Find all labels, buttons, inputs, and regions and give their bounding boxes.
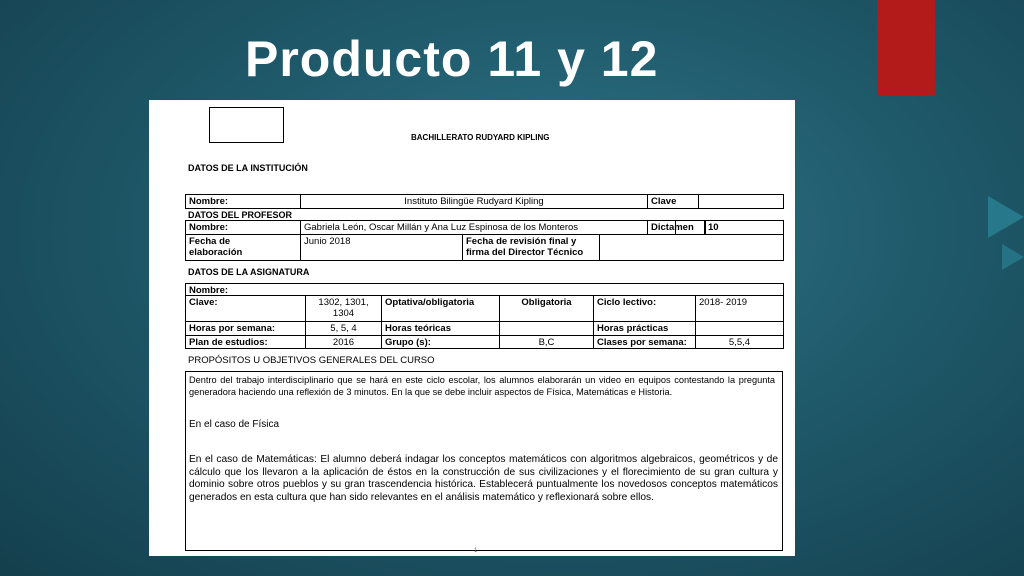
subject-plan-label: Plan de estudios:: [185, 335, 306, 349]
subject-heading: DATOS DE LA ASIGNATURA: [188, 267, 310, 277]
institution-name-value: Instituto Bilingüe Rudyard Kipling: [300, 194, 648, 209]
professor-revision-value: [599, 234, 784, 261]
professor-dictamen-label: Dictamen: [647, 220, 705, 235]
professor-fecha-value: Junio 2018: [300, 234, 463, 261]
accent-bar: [877, 0, 935, 95]
subject-optativa-value: Obligatoria: [499, 295, 594, 322]
subject-horas-label: Horas por semana:: [185, 321, 306, 336]
page-number: 1: [474, 548, 478, 554]
professor-revision-label: [462, 234, 600, 261]
subject-clases-label: Clases por semana:: [593, 335, 696, 349]
professor-dictamen-value: 10: [704, 220, 784, 235]
subject-ciclo-value: 2018- 2019: [695, 295, 784, 322]
subject-plan-value: 2016: [305, 335, 382, 349]
professor-name-value: Gabriela León, Oscar Millán y Ana Luz Espinosa de los Monteros: [300, 220, 676, 235]
professor-revision-label-line1: Fecha de revisión final y: [466, 236, 577, 247]
school-name: BACHILLERATO RUDYARD KIPLING: [411, 133, 550, 142]
subject-optativa-label: Optativa/obligatoria: [381, 295, 500, 322]
subject-teoricas-value: [499, 321, 594, 336]
slide-title: Producto 11 y 12: [245, 31, 659, 87]
subject-clases-value: 5,5,4: [695, 335, 784, 349]
purposes-heading: PROPÓSITOS U OBJETIVOS GENERALES DEL CURSO: [188, 355, 435, 366]
purposes-paragraph-1: Dentro del trabajo interdisciplinario que se hará en este ciclo escolar, los alumnos elaborarán un video en equipos contestando la pregunta generadora haciendo una reflexión de 3 minutos. En la que se debe incluir aspectos de Física, Matemáticas e Historia.: [189, 375, 775, 397]
institution-heading: DATOS DE LA INSTITUCIÓN: [188, 163, 308, 173]
institution-name-label: Nombre:: [185, 194, 301, 209]
subject-grupo-value: B,C: [499, 335, 594, 349]
subject-clave-value-line2: 1304: [332, 308, 355, 319]
logo-placeholder: [209, 107, 284, 143]
professor-name-label: Nombre:: [185, 220, 301, 235]
professor-fecha-label: [185, 234, 301, 261]
triangle-right-icon-small: [1002, 244, 1024, 270]
subject-practicas-label: Horas prácticas: [593, 321, 696, 336]
document-page: [149, 100, 795, 556]
subject-ciclo-label: Ciclo lectivo:: [593, 295, 696, 322]
subject-clave-value-line1: 1302, 1301,: [318, 297, 369, 308]
professor-heading: DATOS DEL PROFESOR: [188, 210, 293, 220]
professor-revision-label-line2: firma del Director Técnico: [466, 247, 584, 258]
triangle-right-icon: [988, 196, 1024, 238]
professor-fecha-label-line1: Fecha de: [189, 236, 231, 247]
institution-clave-label: Clave: [647, 194, 699, 209]
subject-horas-value: 5, 5, 4: [305, 321, 382, 336]
subject-teoricas-label: Horas teóricas: [381, 321, 500, 336]
institution-clave-value: [698, 194, 784, 209]
professor-fecha-label-line2: elaboración: [189, 247, 243, 258]
purposes-paragraph-2: En el caso de Física: [189, 419, 280, 430]
purposes-paragraph-3: En el caso de Matemáticas: El alumno deberá indagar los conceptos matemáticos con algoritmos algebraicos, geométricos y de cálculo que los llevaron a la aplicación de éstos en la construcción de sus civilizaciones y el florecimiento de su gran cultura y dominio sobre otros pueblos y su gran trascendencia histórica. Establecerá puntualmente los novedosos conceptos matemáticos generados en esta cultura que han sido relevantes en el análisis matemático y reflexionará sobre ellos.: [189, 454, 778, 503]
subject-clave-value: [305, 295, 382, 322]
purposes-box: [185, 371, 783, 551]
subject-practicas-value: [695, 321, 784, 336]
subject-grupo-label: Grupo (s):: [381, 335, 500, 349]
subject-clave-label: Clave:: [185, 295, 306, 322]
subject-nombre-label: Nombre:: [185, 283, 784, 296]
